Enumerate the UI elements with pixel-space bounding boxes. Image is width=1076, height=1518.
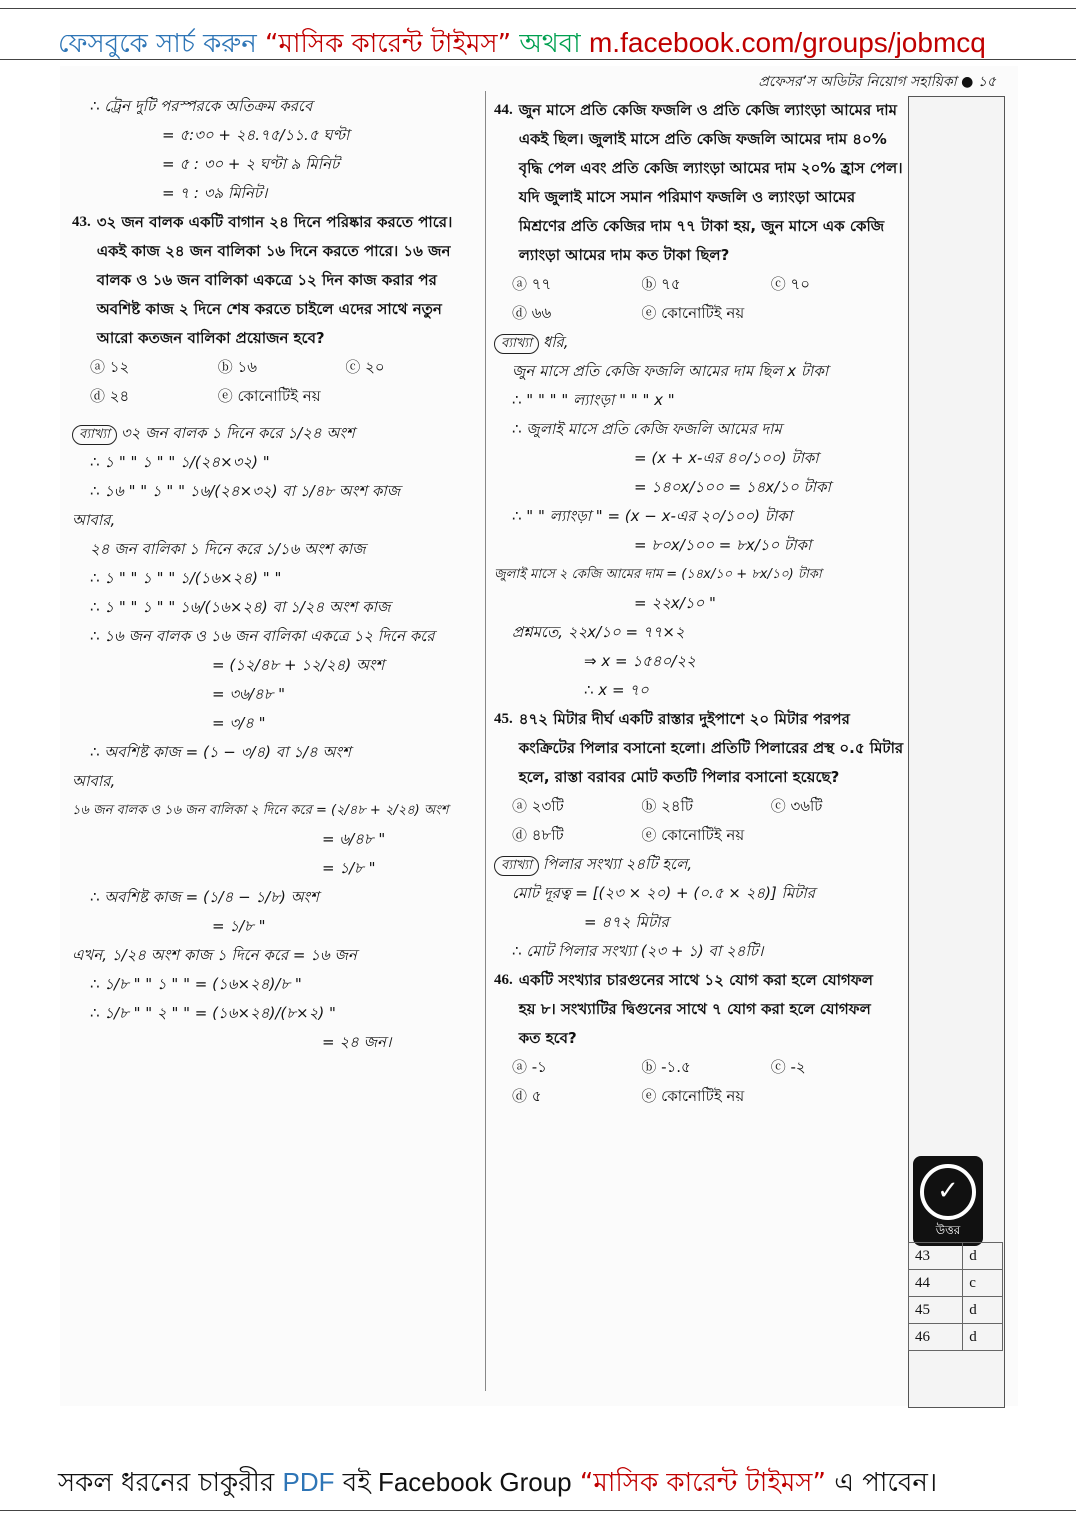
- question-43: [72, 208, 477, 353]
- solution-line: = ৬/৪৮ ": [322, 830, 386, 848]
- column-divider: [485, 91, 486, 1391]
- option-b: ⓑ ১৬: [217, 358, 257, 376]
- option-e: ⓔ কোনোটিই নয়: [217, 387, 321, 405]
- solution-line: ২৪ জন বালিকা ১ দিনে করে ১/১৬ অংশ কাজ: [90, 540, 366, 558]
- solution-line: = ১/৮ ": [322, 859, 376, 877]
- footer-group-name: “মাসিক কারেন্ট টাইমস”: [579, 1468, 826, 1498]
- top-banner: [0, 8, 1076, 60]
- solution-line: = ১৪০x/১০০ = ১৪x/১০ টাকা: [634, 478, 831, 496]
- solution-tag: ব্যাখ্যা: [72, 425, 117, 445]
- prev-solution-line-2: = ৫:৩০ + ২৪.৭৫/১১.৫ ঘণ্টা: [162, 126, 350, 144]
- question-text: একটি সংখ্যার চারগুনের সাথে ১২ যোগ করা হলে যোগফল হয় ৮। সংখ্যাটির দ্বিগুনের সাথে ৭ যোগ করা হলে যোগফল কত হবে?: [518, 971, 873, 1047]
- solution-tag: ব্যাখ্যা: [494, 856, 539, 876]
- question-text: ৩২ জন বালক একটি বাগান ২৪ দিনে পরিষ্কার করতে পারে। একই কাজ ২৪ জন বালিকা ১৬ দিনে করতে পারে। ১৬ জন বালক ও ১৬ জন বালিকা একত্রে ১২ দিন কাজ করার পর অবশিষ্ট কাজ ২ দিনে শেষ করতে চাইলে এদের সাথে নতুন আরো কতজন বালিকা প্রয়োজন হবে?: [96, 213, 453, 347]
- question-number: 45.: [494, 711, 513, 727]
- table-row: [909, 1243, 1003, 1270]
- prev-solution-line-4: = ৭ : ৩৯ মিনিট।: [162, 184, 268, 202]
- solution-line: ∴ ১ " " ১ " " ১/(১৬×২৪) " ": [90, 569, 282, 587]
- option-a: ⓐ -১: [512, 1058, 547, 1076]
- prev-solution-line-3: = ৫ : ৩০ + ২ ঘণ্টা ৯ মিনিট: [162, 155, 340, 173]
- answer-question: 44: [909, 1270, 963, 1297]
- solution-line: ৩২ জন বালক ১ দিনে করে ১/২৪ অংশ: [120, 424, 355, 442]
- bottom-banner: [0, 1450, 1076, 1511]
- question-number: 43.: [72, 214, 91, 230]
- solution-line: ∴ অবশিষ্ট কাজ = (১/৪ − ১/৮) অংশ: [90, 888, 319, 906]
- answer-question: 45: [909, 1297, 963, 1324]
- answer-question: 46: [909, 1324, 963, 1351]
- solution-line: = ৩৬/৪৮ ": [212, 685, 286, 703]
- solution-line: ∴ জুলাই মাসে প্রতি কেজি ফজলি আমের দাম: [512, 420, 782, 438]
- option-a: ⓐ ৭৭: [512, 275, 552, 293]
- question-44-options: [494, 270, 904, 328]
- option-b: ⓑ ৭৫: [641, 275, 681, 293]
- option-d: ⓓ ৬৬: [512, 304, 552, 322]
- banner-or-text: অথবা: [519, 29, 581, 59]
- solution-line: = ২২x/১০ ": [634, 594, 716, 612]
- answer-option: d: [963, 1243, 1003, 1270]
- option-d: ⓓ ৫: [512, 1087, 542, 1105]
- solution-line: = ৮০x/১০০ = ৮x/১০ টাকা: [634, 536, 812, 554]
- answer-option: c: [963, 1270, 1003, 1297]
- answer-option: d: [963, 1324, 1003, 1351]
- solution-line: ∴ ১ " " ১ " " ১/(২৪×৩২) ": [90, 453, 270, 471]
- solution-line: = ৩/৪ ": [212, 714, 266, 732]
- question-46: [494, 966, 904, 1053]
- answer-option: d: [963, 1297, 1003, 1324]
- question-45: [494, 705, 904, 792]
- solution-line: ∴ " " ল্যাংড়া " = (x − x-এর ২০/১০০) টাকা: [512, 507, 793, 525]
- option-b: ⓑ -১.৫: [641, 1058, 691, 1076]
- table-row: [909, 1270, 1003, 1297]
- option-e: ⓔ কোনোটিই নয়: [641, 304, 745, 322]
- option-b: ⓑ ২৪টি: [641, 797, 694, 815]
- solution-line: মোট দূরত্ব = [(২৩ × ২০) + (০.৫ × ২৪)] মিটার: [512, 884, 815, 902]
- running-head: প্রফেসর’স অডিটর নিয়োগ সহায়িকা ● ১৫: [758, 74, 996, 90]
- solution-line: জুলাই মাসে ২ কেজি আমের দাম = (১৪x/১০ + ৮x/১০) টাকা: [494, 567, 822, 582]
- option-a: ⓐ ২৩টি: [512, 797, 564, 815]
- solution-line: আবার,: [72, 511, 116, 529]
- solution-tag: ব্যাখ্যা: [494, 334, 539, 354]
- solution-line: ∴ ১৬ " " ১ " " ১৬/(২৪×৩২) বা ১/৪৮ অংশ কাজ: [90, 482, 401, 500]
- solution-45: [494, 850, 904, 966]
- option-e: ⓔ কোনোটিই নয়: [641, 1087, 745, 1105]
- option-e: ⓔ কোনোটিই নয়: [641, 826, 745, 844]
- solution-line: ∴ মোট পিলার সংখ্যা (২৩ + ১) বা ২৪টি।: [512, 942, 764, 960]
- solution-line: এখন, ১/২৪ অংশ কাজ ১ দিনে করে = ১৬ জন: [72, 946, 357, 964]
- option-d: ⓓ ২৪: [90, 387, 130, 405]
- solution-line: ∴ অবশিষ্ট কাজ = (১ − ৩/৪) বা ১/৪ অংশ: [90, 743, 351, 761]
- banner-search-text: ফেসবুকে সার্চ করুন: [58, 29, 257, 59]
- footer-text: [58, 1462, 937, 1506]
- prev-solution-line-1: ∴ ট্রেন দুটি পরস্পরকে অতিক্রম করবে: [90, 97, 313, 115]
- solution-line: = (১২/৪৮ + ১২/২৪) অংশ: [212, 656, 385, 674]
- footer-text-2: বই Facebook Group: [342, 1467, 572, 1497]
- footer-pdf: PDF: [282, 1467, 335, 1497]
- answer-logo-icon: ✓: [920, 1164, 976, 1220]
- solution-line: = ২৪ জন।: [322, 1033, 392, 1051]
- footer-text-3: এ পাবেন।: [834, 1468, 938, 1498]
- table-row: [909, 1324, 1003, 1351]
- table-row: [909, 1297, 1003, 1324]
- footer-text-1: সকল ধরনের চাকুরীর: [58, 1468, 275, 1498]
- solution-44: [494, 328, 904, 705]
- banner-text: [58, 23, 986, 67]
- solution-line: ⇒ x = ১৫৪০/২২: [584, 652, 696, 670]
- solution-line: জুন মাসে প্রতি কেজি ফজলি আমের দাম ছিল x টাকা: [512, 362, 829, 380]
- solution-line: ∴ x = ৭০: [584, 681, 649, 699]
- left-column: [72, 92, 477, 1057]
- option-c: ⓒ ৭০: [770, 275, 810, 293]
- solution-line: ∴ ১ " " ১ " " ১৬/(১৬×২৪) বা ১/২৪ অংশ কাজ: [90, 598, 391, 616]
- solution-line: পিলার সংখ্যা ২৪টি হলে,: [542, 855, 693, 873]
- solution-line: = ৪৭২ মিটার: [584, 913, 669, 931]
- option-a: ⓐ ১২: [90, 358, 130, 376]
- answer-logo: [913, 1156, 983, 1246]
- question-number: 44.: [494, 102, 513, 118]
- solution-line: ধরি,: [542, 333, 569, 351]
- solution-line: আবার,: [72, 772, 116, 790]
- solution-line: ∴ ১/৮ " " ২ " " = (১৬×২৪)/(৮×২) ": [90, 1004, 336, 1022]
- option-c: ⓒ ৩৬টি: [770, 797, 823, 815]
- solution-line: = (x + x-এর ৪০/১০০) টাকা: [634, 449, 819, 467]
- solution-line: ১৬ জন বালক ও ১৬ জন বালিকা ২ দিনে করে = (২/৪৮ + ২/২৪) অংশ: [72, 803, 449, 818]
- question-44: [494, 96, 904, 270]
- solution-line: প্রশ্নমতে, ২২x/১০ = ৭৭×২: [512, 623, 685, 641]
- solution-line: ∴ ১৬ জন বালক ও ১৬ জন বালিকা একত্রে ১২ দিনে করে: [90, 627, 435, 645]
- question-46-options: [494, 1053, 904, 1111]
- answer-question: 43: [909, 1243, 963, 1270]
- solution-line: ∴ ১/৮ " " ১ " " = (১৬×২৪)/৮ ": [90, 975, 302, 993]
- right-column: [494, 96, 904, 1111]
- answer-table: [908, 1242, 1003, 1351]
- option-c: ⓒ -২: [770, 1058, 806, 1076]
- scanned-book-page: [60, 66, 1018, 1406]
- question-text: ৪৭২ মিটার দীর্ঘ একটি রাস্তার দুইপাশে ২০ মিটার পরপর কংক্রিটের পিলার বসানো হলো। প্রতিটি পিলারের প্রস্থ ০.৫ মিটার হলে, রাস্তা বরাবর মোট কতটি পিলার বসানো হয়েছে?: [518, 710, 904, 786]
- solution-line: = ১/৮ ": [212, 917, 266, 935]
- solution-43: [72, 419, 477, 1057]
- banner-url-link[interactable]: m.facebook.com/groups/jobmcq: [588, 27, 986, 58]
- answer-logo-label: উত্তর: [935, 1223, 961, 1237]
- question-text: জুন মাসে প্রতি কেজি ফজলি ও প্রতি কেজি ল্যাংড়া আমের দাম একই ছিল। জুলাই মাসে প্রতি কেজি ফজলি আমের দাম ৪০% বৃদ্ধি পেল এবং প্রতি কেজি ল্যাংড়া আমের দাম ২০% হ্রাস পেল। যদি জুলাই মাসে সমান পরিমাণ ফজলি ও ল্যাংড়া আমের মিশ্রণের প্রতি কেজির দাম ৭৭ টাকা হয়, জুন মাসে এক কেজি ল্যাংড়া আমের দাম কত টাকা ছিল?: [518, 101, 903, 264]
- question-43-options: [72, 353, 477, 411]
- question-45-options: [494, 792, 904, 850]
- solution-line: ∴ " " " " ল্যাংড়া " " " x ": [512, 391, 675, 409]
- option-c: ⓒ ২০: [345, 358, 385, 376]
- question-number: 46.: [494, 972, 513, 988]
- option-d: ⓓ ৪৮টি: [512, 826, 564, 844]
- banner-group-name: “মাসিক কারেন্ট টাইমস”: [265, 29, 512, 59]
